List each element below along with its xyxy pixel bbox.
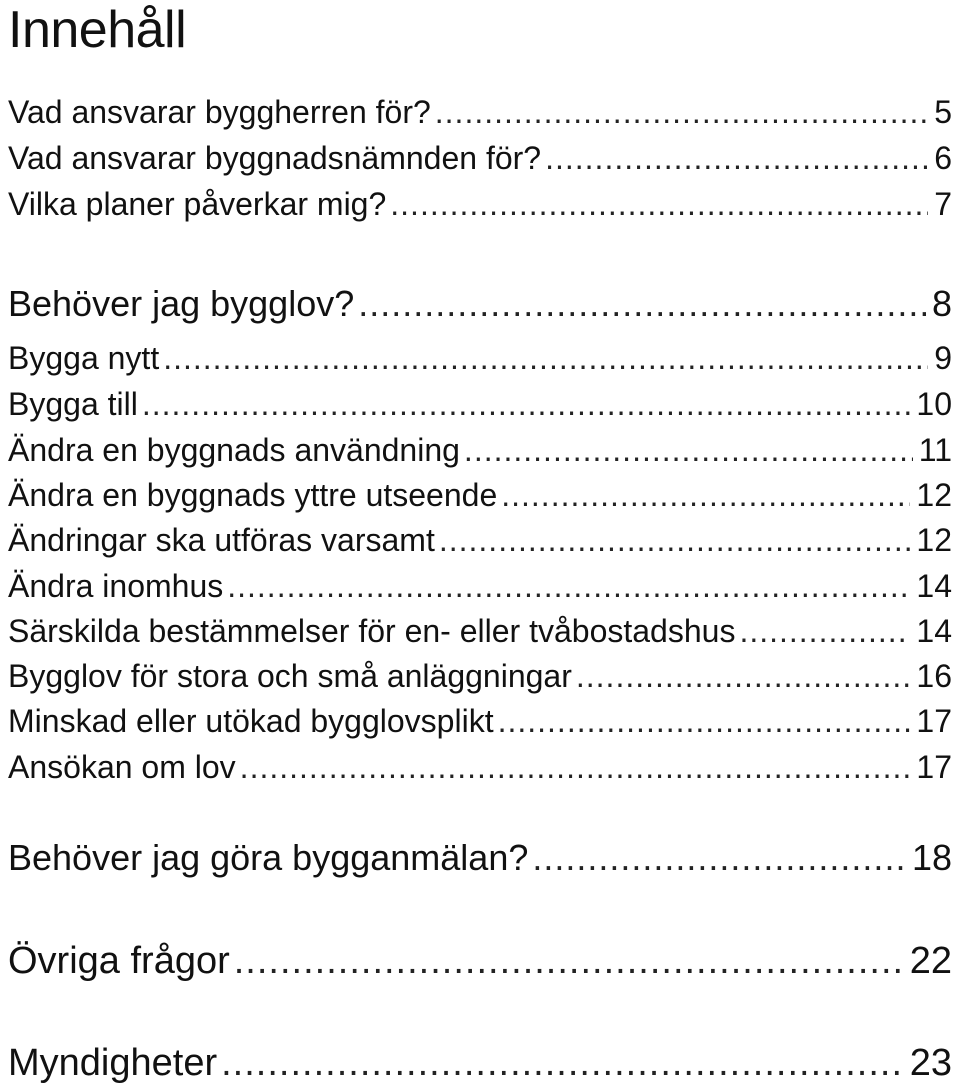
dot-leader (464, 434, 913, 466)
toc-entry[interactable] (8, 479, 952, 511)
toc-entry-page: 9 (934, 340, 952, 376)
dot-leader (227, 570, 910, 602)
toc-entry-page: 14 (916, 613, 952, 649)
dot-leader (221, 1044, 904, 1082)
dot-leader (142, 388, 911, 420)
dot-leader (390, 188, 928, 220)
toc-entry-page: 17 (916, 703, 952, 739)
toc-entry[interactable] (8, 570, 952, 602)
dot-leader (532, 840, 906, 876)
toc-entry-page: 18 (911, 837, 952, 878)
toc-entry-label: Vilka planer påverkar mig? (8, 186, 387, 222)
toc-entry-label: Övriga frågor (8, 940, 230, 982)
dot-leader (234, 942, 904, 980)
toc-entry-page: 5 (934, 94, 952, 130)
toc-entry-page: 10 (916, 386, 952, 422)
toc-entry-label: Ändra inomhus (8, 568, 224, 604)
toc-entry[interactable] (8, 705, 952, 737)
table-of-contents (8, 0, 952, 1089)
toc-entry-label: Ändra en byggnads användning (8, 432, 460, 468)
toc-entry-label: Behöver jag bygglov? (8, 283, 355, 324)
toc-entry[interactable] (8, 388, 952, 420)
toc-entry-page: 23 (909, 1042, 952, 1084)
toc-entry[interactable] (8, 96, 952, 128)
toc-entry[interactable] (8, 524, 952, 556)
toc-entry-label: Behöver jag göra bygganmälan? (8, 837, 529, 878)
toc-entry-label: Vad ansvarar byggherren för? (8, 94, 431, 130)
toc-entry-page: 7 (934, 186, 952, 222)
toc-entry-label: Ändringar ska utföras varsamt (8, 522, 435, 558)
toc-entry[interactable] (8, 283, 952, 324)
toc-entry[interactable] (8, 660, 952, 692)
toc-entry-page: 12 (916, 522, 952, 558)
dot-leader (240, 751, 911, 783)
toc-entry-label: Minskad eller utökad bygglovsplikt (8, 703, 494, 739)
dot-leader (545, 142, 928, 174)
toc-entry[interactable] (8, 434, 952, 466)
dot-leader (439, 524, 911, 556)
toc-entry-page: 6 (934, 140, 952, 176)
dot-leader (576, 660, 911, 692)
toc-entry[interactable] (8, 188, 952, 220)
dot-leader (358, 286, 926, 322)
dot-leader (501, 479, 910, 511)
toc-entry[interactable] (8, 342, 952, 374)
toc-entry-label: Bygglov för stora och små anläggningar (8, 658, 572, 694)
toc-entry-page: 17 (916, 749, 952, 785)
toc-entry[interactable] (8, 942, 952, 980)
toc-entry-label: Särskilda bestämmelser för en- eller tvåbostadshus (8, 613, 736, 649)
toc-entry[interactable] (8, 615, 952, 647)
toc-entry-label: Bygga nytt (8, 340, 160, 376)
toc-entry-label: Vad ansvarar byggnadsnämnden för? (8, 140, 542, 176)
toc-entry-label: Myndigheter (8, 1042, 218, 1084)
toc-entry[interactable] (8, 837, 952, 878)
dot-leader (163, 342, 928, 374)
toc-entry-page: 16 (916, 658, 952, 694)
dot-leader (435, 96, 928, 128)
toc-entry-label: Ansökan om lov (8, 749, 236, 785)
toc-entry-page: 11 (918, 432, 952, 468)
toc-entry-page: 14 (916, 568, 952, 604)
toc-entry-page: 22 (909, 940, 952, 982)
dot-leader (498, 705, 911, 737)
page-title: Innehåll (8, 1, 187, 59)
toc-entry[interactable] (8, 142, 952, 174)
toc-entry-page: 8 (931, 283, 952, 324)
toc-entry-label: Ändra en byggnads yttre utseende (8, 477, 498, 513)
toc-entry-label: Bygga till (8, 386, 138, 422)
toc-entry[interactable] (8, 1044, 952, 1082)
toc-entry-page: 12 (916, 477, 952, 513)
dot-leader (739, 615, 910, 647)
toc-entry[interactable] (8, 751, 952, 783)
